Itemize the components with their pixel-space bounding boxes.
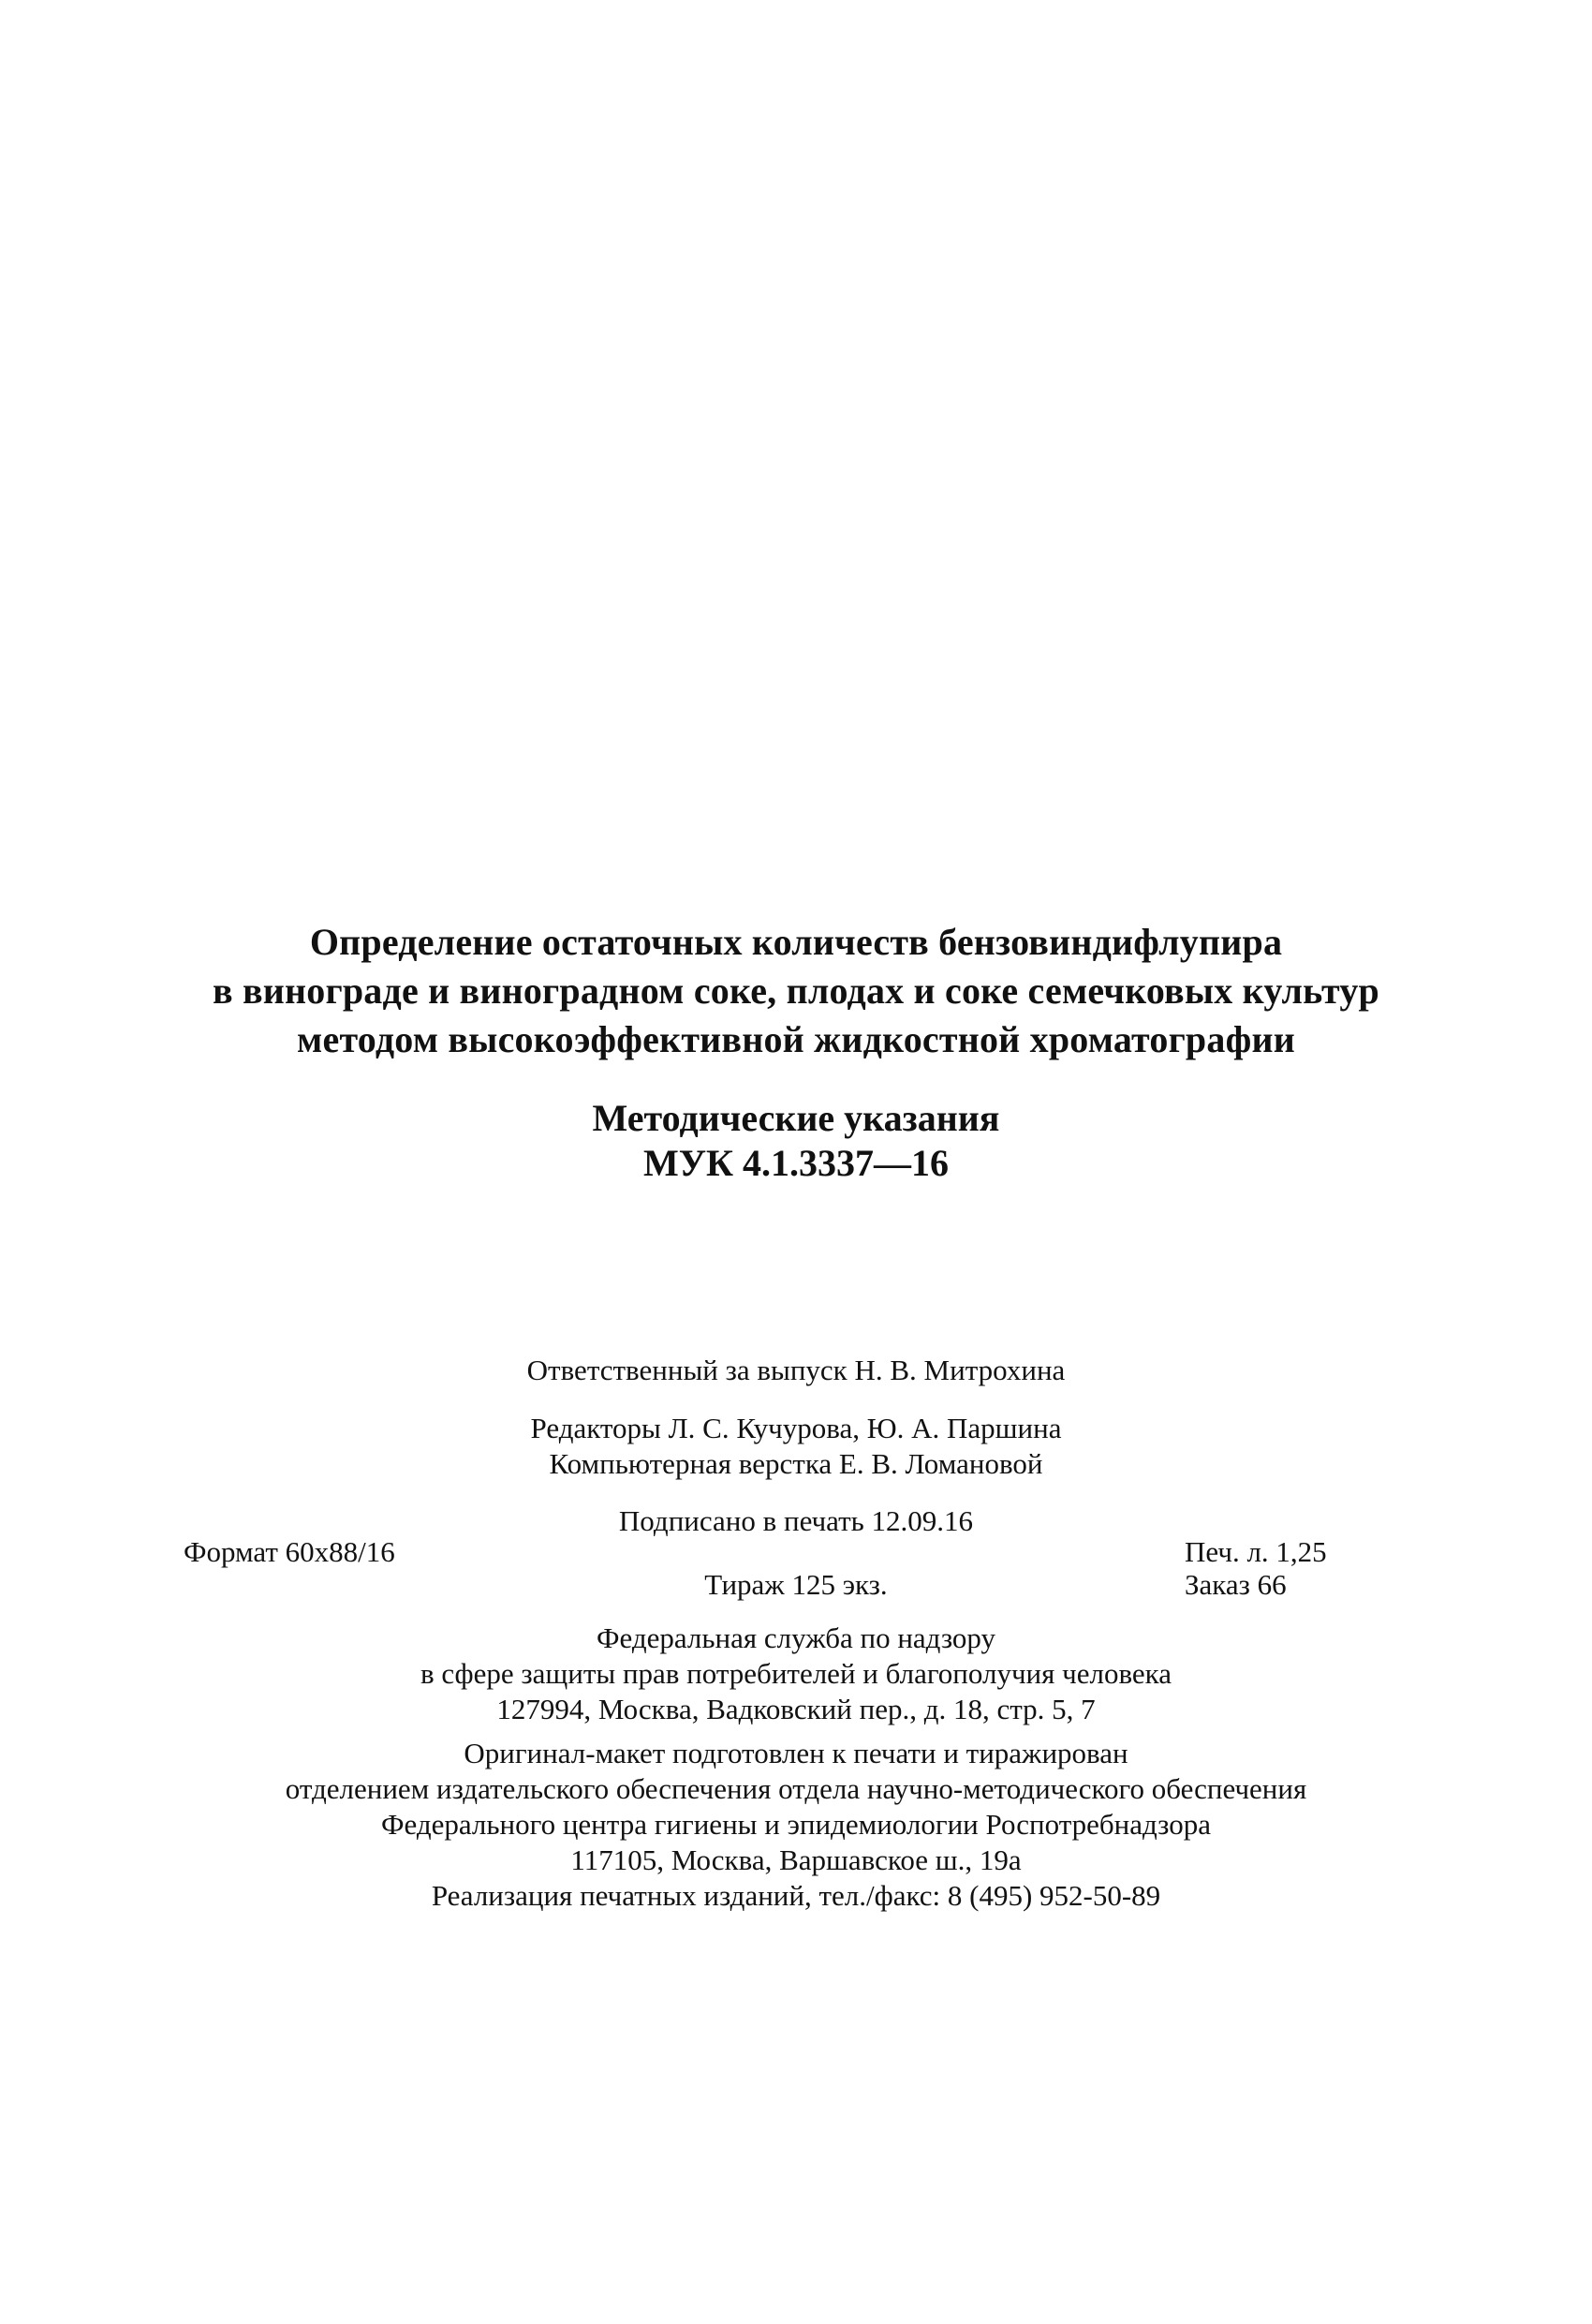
order-number: Заказ 66 [1185,1568,1287,1601]
publisher-line-2: в сфере защиты прав потребителей и благополучия человека [420,1657,1172,1690]
producer-line-4: 117105, Москва, Варшавское ш., 19а [570,1843,1022,1876]
title-line-2: в винограде и виноградном соке, плодах и соке семечковых культур [213,970,1379,1012]
producer-line-1: Оригинал-макет подготовлен к печати и тиражирован [464,1737,1128,1769]
print-sheets: Печ. л. 1,25 [1185,1535,1327,1568]
document-type: Методические указания [592,1097,1000,1139]
editors: Редакторы Л. С. Кучурова, Ю. А. Паршина [530,1412,1062,1444]
title-line-1: Определение остаточных количеств бензовиндифлупира [309,921,1283,963]
document-designation [0,1096,1592,1186]
producer-line-5: Реализация печатных изданий, тел./факс: 8 (495) 952-50-89 [431,1879,1161,1912]
circulation: Тираж 125 экз. [704,1568,888,1601]
title-line-3: методом высокоэффективной жидкостной хроматографии [297,1018,1295,1060]
document-code: МУК 4.1.3337—16 [642,1142,950,1184]
paper-format: Формат 60x88/16 [184,1535,395,1568]
producer-block [0,1736,1592,1914]
producer-line-3: Федерального центра гигиены и эпидемиологии Роспотребнадзора [381,1808,1211,1841]
publisher-block [0,1621,1592,1727]
producer-line-2: отделением издательского обеспечения отдела научно-методического обеспечения [285,1772,1307,1805]
signed-to-print: Подписано в печать 12.09.16 [618,1504,974,1537]
layout-credit: Компьютерная верстка Е. В. Ломановой [549,1447,1043,1480]
document-title [0,918,1592,1064]
responsible-editor: Ответственный за выпуск Н. В. Митрохина [526,1354,1066,1386]
publisher-line-3: 127994, Москва, Вадковский пер., д. 18, стр. 5, 7 [496,1693,1096,1725]
publisher-line-1: Федеральная служба по надзору [597,1621,995,1654]
